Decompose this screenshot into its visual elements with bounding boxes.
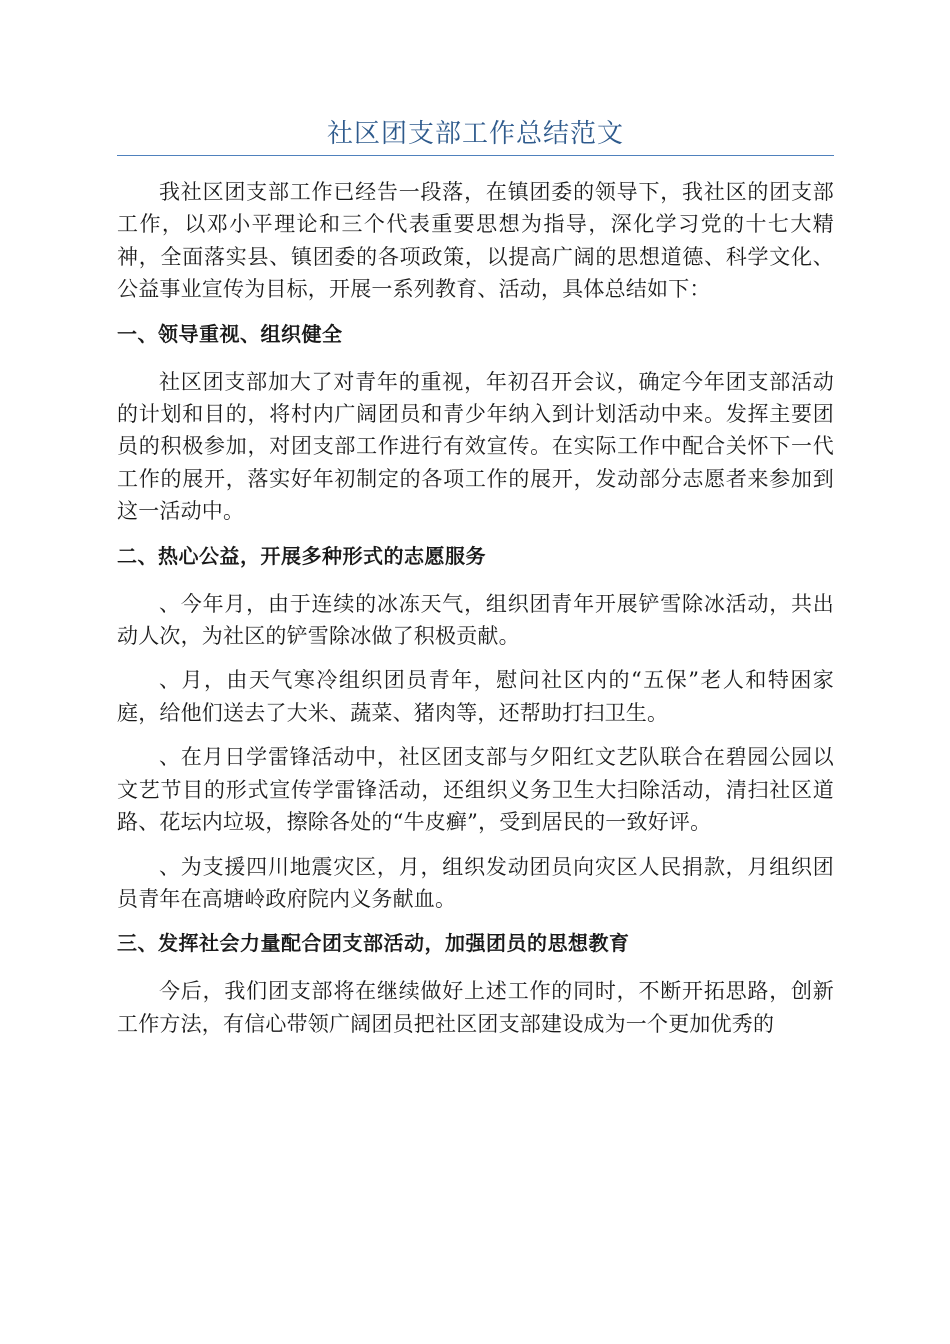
intro-paragraph: 我社区团支部工作已经告一段落，在镇团委的领导下，我社区的团支部工作，以邓小平理论和三个代表重要思想为指导，深化学习党的十七大精神，全面落实县、镇团委的各项政策，以提高广阔的思想道德、科学文化、公益事业宣传为目标，开展一系列教育、活动，具体总结如下： xyxy=(117,180,834,302)
section-heading-2: 二、热心公益，开展多种形式的志愿服务 xyxy=(117,543,486,568)
section2-paragraph-1: 、今年月，由于连续的冰冻天气，组织团青年开展铲雪除冰活动，共出动人次，为社区的铲雪除冰做了积极贡献。 xyxy=(117,591,834,649)
section3-paragraph-1: 今后，我们团支部将在继续做好上述工作的同时，不断开拓思路，创新工作方法，有信心带领广阔团员把社区团支部建设成为一个更加优秀的 xyxy=(117,979,834,1036)
section2-paragraph-3: 、在月日学雷锋活动中，社区团支部与夕阳红文艺队联合在碧园公园以文艺节目的形式宣传学雷锋活动，还组织义务卫生大扫除活动，清扫社区道路、花坛内垃圾，擦除各处的“牛皮癣”，受到居民的一致好评。 xyxy=(117,745,834,835)
title-underline xyxy=(117,155,834,156)
section1-paragraph-1: 社区团支部加大了对青年的重视，年初召开会议，确定今年团支部活动的计划和目的，将村内广阔团员和青少年纳入到计划活动中来。发挥主要团员的积极参加，对团支部工作进行有效宣传。在实际工作中配合关怀下一代工作的展开，落实好年初制定的各项工作的展开，发动部分志愿者来参加到这一活动中。 xyxy=(117,369,834,524)
section2-paragraph-4: 、为支援四川地震灾区，月，组织发动团员向灾区人民捐款，月组织团员青年在高塘岭政府院内义务献血。 xyxy=(117,854,834,911)
document-title: 社区团支部工作总结范文 xyxy=(326,119,624,149)
section-heading-1: 一、领导重视、组织健全 xyxy=(117,321,343,346)
section-heading-3: 三、发挥社会力量配合团支部活动，加强团员的思想教育 xyxy=(117,931,630,956)
section2-paragraph-2: 、月，由天气寒冷组织团员青年，慰问社区内的“五保”老人和特困家庭，给他们送去了大米、蔬菜、猪肉等，还帮助打扫卫生。 xyxy=(117,668,834,725)
document-body xyxy=(117,176,834,1052)
